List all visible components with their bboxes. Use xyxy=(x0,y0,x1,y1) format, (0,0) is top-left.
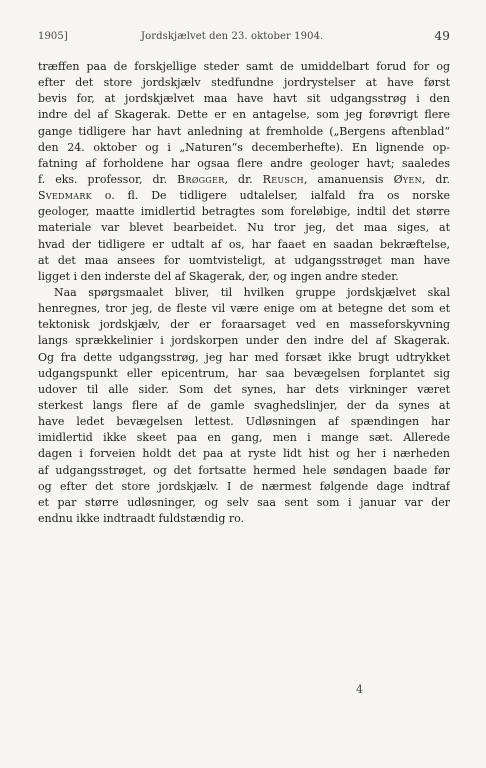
paragraph-1-line-2: efter det store jordskjælv stedfundne jordrystelser at have først xyxy=(38,76,450,90)
paragraph-1-line-14: ligget i den inderste del af Skagerak, der, og ingen andre steder. xyxy=(38,269,399,283)
paragraph-1-line-6: den 24. oktober og i „Naturen“s decemberhefte). En lignende op- xyxy=(38,140,450,154)
paragraph-2-line-5: Og fra dette udgangsstrøg, jeg har med forsæt ikke brugt udtrykket xyxy=(38,350,450,364)
paragraph-2 xyxy=(38,285,450,527)
paragraph-2-line-6: udgangspunkt eller epicentrum, har saa bevægelsen forplantet sig xyxy=(38,366,450,380)
paragraph-2-line-10: imidlertid ikke skeet paa en gang, men i mange sæt. Allerede xyxy=(38,431,450,445)
paragraph-1-line-10: geologer, maatte imidlertid betragtes som foreløbige, indtil det større xyxy=(38,205,450,219)
header-year: 1905] xyxy=(38,31,68,42)
paragraph-2-line-3: tektonisk jordskjælv, der er foraarsaget ved en masseforskyvning xyxy=(38,318,450,332)
paragraph-1-line-7: fatning af forholdene har ogsaa flere andre geologer havt; saaledes xyxy=(38,156,450,170)
paragraph-2-line-15: endnu ikke indtraadt fuldstændig ro. xyxy=(38,511,245,525)
paragraph-2-line-2: henregnes, tror jeg, de fleste vil være enige om at betegne det som et xyxy=(38,302,450,316)
paragraph-2-line-9: have ledet bevægelsen lettest. Udløsningen af spændingen har xyxy=(38,415,450,429)
body-text xyxy=(38,59,450,527)
paragraph-2-line-12: af udgangsstrøget, og det fortsatte hermed hele søndagen baade før xyxy=(38,463,450,477)
paragraph-2-line-8: sterkest langs flere af de gamle svaghedslinjer, der da synes at xyxy=(38,398,450,412)
paragraph-2-line-4: langs sprækkelinier i jordskorpen under den indre del af Skagerak. xyxy=(38,334,450,348)
paragraph-1-line-1: træffen paa de forskjellige steder samt de umiddelbart forud for og xyxy=(38,60,450,73)
running-title: Jordskjælvet den 23. oktober 1904. xyxy=(141,31,324,42)
paragraph-1-line-3: bevis for, at jordskjælvet maa have havt sit udgangsstrøg i den xyxy=(38,92,450,106)
paragraph-2-line-14: et par større udløsninger, og selv saa sent som i januar var der xyxy=(38,495,450,509)
paragraph-1-line-5: gange tidligere har havt anledning at fremholde („Bergens aftenblad“ xyxy=(38,124,450,138)
paragraph-2-line-11: dagen i forveien holdt det paa at ryste lidt hist og her i nærheden xyxy=(38,447,450,461)
paragraph-1-line-12: hvad der tidligere er udtalt af os, har faaet en saadan bekræftelse, xyxy=(38,237,450,251)
paragraph-1-line-11: materiale var blevet bearbeidet. Nu tror jeg, det maa siges, at xyxy=(38,221,450,235)
paragraph-1-line-9: Svedmark o. fl. De tidligere udtalelser, ialfald fra os norske xyxy=(38,189,450,203)
paragraph-2-line-1: Naa spørgsmaalet bliver, til hvilken gruppe jordskjælvet skal xyxy=(54,285,450,299)
paragraph-1-line-13: at det maa ansees for uomtvisteligt, at udgangsstrøget man have xyxy=(38,253,450,267)
page-number: 49 xyxy=(434,29,450,43)
paragraph-1-line-8: f. eks. professor, dr. Brøgger, dr. Reusch, amanuensis Øyen, dr. xyxy=(38,172,450,186)
paragraph-2-line-13: og efter det store jordskjælv. I de nærmest følgende dage indtraf xyxy=(38,479,450,493)
paragraph-1-line-4: indre del af Skagerak. Dette er en antagelse, som jeg forøvrigt flere xyxy=(38,108,450,122)
signature-mark: 4 xyxy=(356,683,363,696)
page-header xyxy=(38,30,450,44)
paragraph-2-line-7: udover til alle sider. Som det synes, har dets virkninger været xyxy=(38,382,450,396)
paragraph-1 xyxy=(38,59,450,285)
